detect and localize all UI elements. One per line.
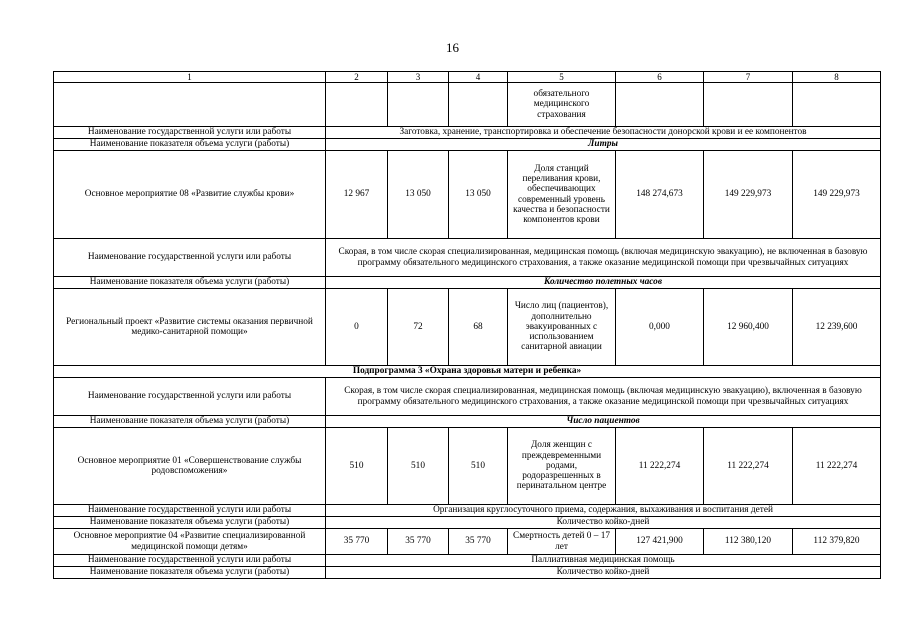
row-label: Наименование государственной услуги или работы (54, 555, 326, 567)
column-header: 5 (508, 72, 616, 83)
column-header: 8 (793, 72, 881, 83)
value-cell: 68 (449, 289, 508, 366)
row-label: Наименование показателя объема услуги (работы) (54, 139, 326, 151)
table-row (54, 567, 881, 579)
value-cell: 148 274,673 (616, 151, 704, 239)
activity-label: Основное мероприятие 01 «Совершенствование службы родовспоможения» (54, 428, 326, 505)
service-name: Заготовка, хранение, транспортировка и обеспечение безопасности донорской крови и ее компонентов (326, 127, 881, 139)
row-label: Наименование государственной услуги или работы (54, 239, 326, 277)
value-cell: 11 222,274 (616, 428, 704, 505)
table-row (54, 239, 881, 277)
value-cell: 0 (326, 289, 388, 366)
value-cell: 12 239,600 (793, 289, 881, 366)
service-name: Паллиативная медицинская помощь (326, 555, 881, 567)
table-row (54, 416, 881, 428)
service-name: Скорая, в том числе скорая специализированная, медицинская помощь (включая медицинскую эвакуацию), включенная в базовую программу обязательного медицинского страхования, а также оказание медицинской помощи при чрезвычайных ситуациях (326, 378, 881, 416)
table-row (54, 555, 881, 567)
table-cell (449, 83, 508, 127)
row-label: Наименование показателя объема услуги (работы) (54, 416, 326, 428)
volume-indicator: Число пациентов (326, 416, 881, 428)
value-cell: 0,000 (616, 289, 704, 366)
subprogram-title: Подпрограмма 3 «Охрана здоровья матери и ребенка» (54, 366, 881, 378)
column-header: 6 (616, 72, 704, 83)
value-cell: 11 222,274 (704, 428, 793, 505)
value-cell: 12 967 (326, 151, 388, 239)
table-row (54, 139, 881, 151)
value-cell: 35 770 (388, 529, 449, 555)
table-row (54, 289, 881, 366)
row-label: Наименование государственной услуги или работы (54, 378, 326, 416)
row-label: Наименование показателя объема услуги (работы) (54, 517, 326, 529)
value-cell: 112 380,120 (704, 529, 793, 555)
table-row (54, 366, 881, 378)
table-cell (704, 83, 793, 127)
table-cell (793, 83, 881, 127)
indicator-cell: Доля станций переливания крови, обеспечивающих современный уровень качества и безопасности компонентов крови (508, 151, 616, 239)
row-label: Наименование показателя объема услуги (работы) (54, 567, 326, 579)
value-cell: 12 960,400 (704, 289, 793, 366)
indicator-cell: обязательного медицинского страхования (508, 83, 616, 127)
volume-indicator: Количество полетных часов (326, 277, 881, 289)
table-row (54, 517, 881, 529)
column-header: 1 (54, 72, 326, 83)
indicator-cell: Смертность детей 0 – 17 лет (508, 529, 616, 555)
value-cell: 127 421,900 (616, 529, 704, 555)
value-cell: 510 (449, 428, 508, 505)
row-label: Наименование государственной услуги или работы (54, 505, 326, 517)
volume-indicator: Количество койко-дней (326, 517, 881, 529)
table-cell (388, 83, 449, 127)
column-header: 4 (449, 72, 508, 83)
row-label: Наименование государственной услуги или работы (54, 127, 326, 139)
value-cell: 72 (388, 289, 449, 366)
table-row (54, 428, 881, 505)
table-row (54, 529, 881, 555)
activity-label: Основное мероприятие 08 «Развитие службы крови» (54, 151, 326, 239)
table-row (54, 151, 881, 239)
value-cell: 13 050 (449, 151, 508, 239)
value-cell: 510 (326, 428, 388, 505)
services-table (53, 71, 881, 579)
value-cell: 11 222,274 (793, 428, 881, 505)
value-cell: 149 229,973 (704, 151, 793, 239)
column-header: 7 (704, 72, 793, 83)
column-header-row (54, 72, 881, 83)
column-header: 2 (326, 72, 388, 83)
row-label: Наименование показателя объема услуги (работы) (54, 277, 326, 289)
volume-indicator: Количество койко-дней (326, 567, 881, 579)
value-cell: 13 050 (388, 151, 449, 239)
table-cell (54, 83, 326, 127)
value-cell: 35 770 (326, 529, 388, 555)
service-name: Организация круглосуточного приема, содержания, выхаживания и воспитания детей (326, 505, 881, 517)
indicator-cell: Число лиц (пациентов), дополнительно эвакуированных с использованием санитарной авиации (508, 289, 616, 366)
table-row (54, 83, 881, 127)
table-row (54, 127, 881, 139)
table-row (54, 505, 881, 517)
table-row (54, 378, 881, 416)
table-cell (616, 83, 704, 127)
value-cell: 112 379,820 (793, 529, 881, 555)
indicator-cell: Доля женщин с преждевременными родами, родоразрешенных в перинатальном центре (508, 428, 616, 505)
volume-indicator: Литры (326, 139, 881, 151)
value-cell: 149 229,973 (793, 151, 881, 239)
activity-label: Региональный проект «Развитие системы оказания первичной медико-санитарной помощи» (54, 289, 326, 366)
service-name: Скорая, в том числе скорая специализированная, медицинская помощь (включая медицинскую эвакуацию), не включенная в базовую программу обязательного медицинского страхования, а также оказание медицинской помощи при чрезвычайных ситуациях (326, 239, 881, 277)
page-number: 16 (446, 40, 459, 55)
value-cell: 35 770 (449, 529, 508, 555)
table-row (54, 277, 881, 289)
table-cell (326, 83, 388, 127)
column-header: 3 (388, 72, 449, 83)
value-cell: 510 (388, 428, 449, 505)
activity-label: Основное мероприятие 04 «Развитие специализированной медицинской помощи детям» (54, 529, 326, 555)
